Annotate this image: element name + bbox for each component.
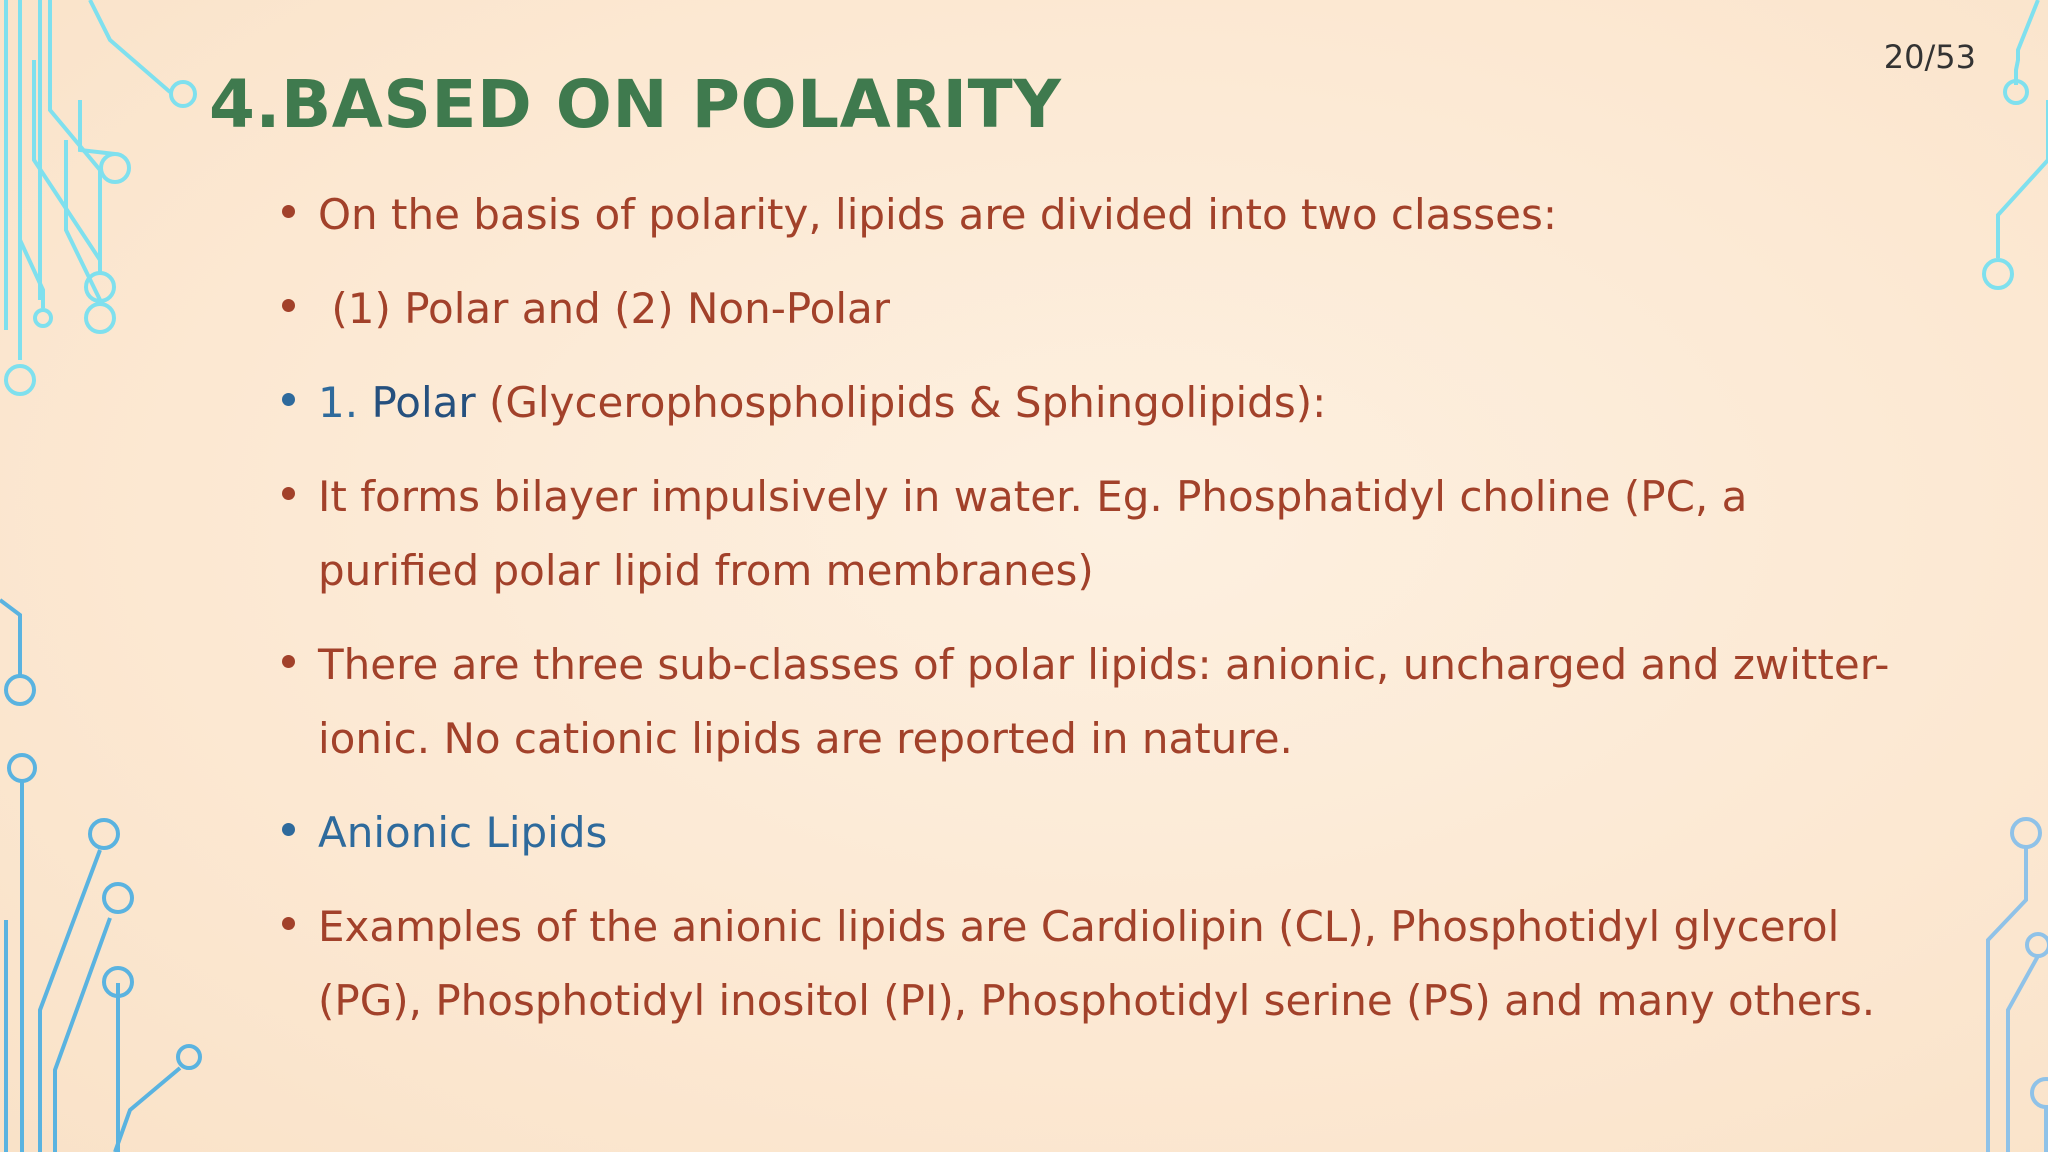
bullet-text: On the basis of polarity, lipids are divided into two classes: xyxy=(318,190,1558,239)
bullet-item xyxy=(282,890,1902,1038)
bullet-dot-icon xyxy=(282,823,295,836)
bullet-dot-icon xyxy=(282,917,295,930)
bullet-dot-icon xyxy=(282,205,295,218)
circuit-decoration-top-left xyxy=(0,0,210,400)
bullet-text: Anionic Lipids xyxy=(318,808,608,857)
circuit-decoration-bottom-right xyxy=(1908,810,2048,1152)
bullet-text: (Glycerophospholipids & Sphingolipids): xyxy=(475,378,1327,427)
bullet-item-polar-heading xyxy=(282,366,1902,440)
bullet-dot-icon xyxy=(282,655,295,668)
bullet-item xyxy=(282,460,1902,608)
bullet-text: Examples of the anionic lipids are Cardiolipin (CL), Phosphotidyl glycerol (PG), Phosphotidyl inositol (PI), Phosphotidyl serine (PS) and many others. xyxy=(318,902,1876,1025)
bullet-item xyxy=(282,272,1902,346)
bullet-item xyxy=(282,178,1902,252)
bullet-dot-icon xyxy=(282,393,295,406)
bullet-item-anionic-heading xyxy=(282,796,1902,870)
bullet-text: There are three sub-classes of polar lipids: anionic, uncharged and zwitter-ionic. No cationic lipids are reported in nature. xyxy=(318,640,1890,763)
bullet-text: (1) Polar and (2) Non-Polar xyxy=(318,284,891,333)
circuit-decoration-bottom-left xyxy=(0,590,210,1152)
bullet-highlight-polar: Polar xyxy=(371,378,476,427)
bullet-dot-icon xyxy=(282,487,295,500)
bullet-item xyxy=(282,628,1902,776)
bullet-number: 1. xyxy=(318,378,372,427)
bullet-text: It forms bilayer impulsively in water. Eg. Phosphatidyl choline (PC, a purified polar lipid from membranes) xyxy=(318,472,1748,595)
slide-title: 4.BASED ON POLARITY xyxy=(209,66,1062,144)
bullet-dot-icon xyxy=(282,299,295,312)
bullet-list xyxy=(282,178,1902,1038)
page-number: 20/53 xyxy=(1883,38,1976,76)
